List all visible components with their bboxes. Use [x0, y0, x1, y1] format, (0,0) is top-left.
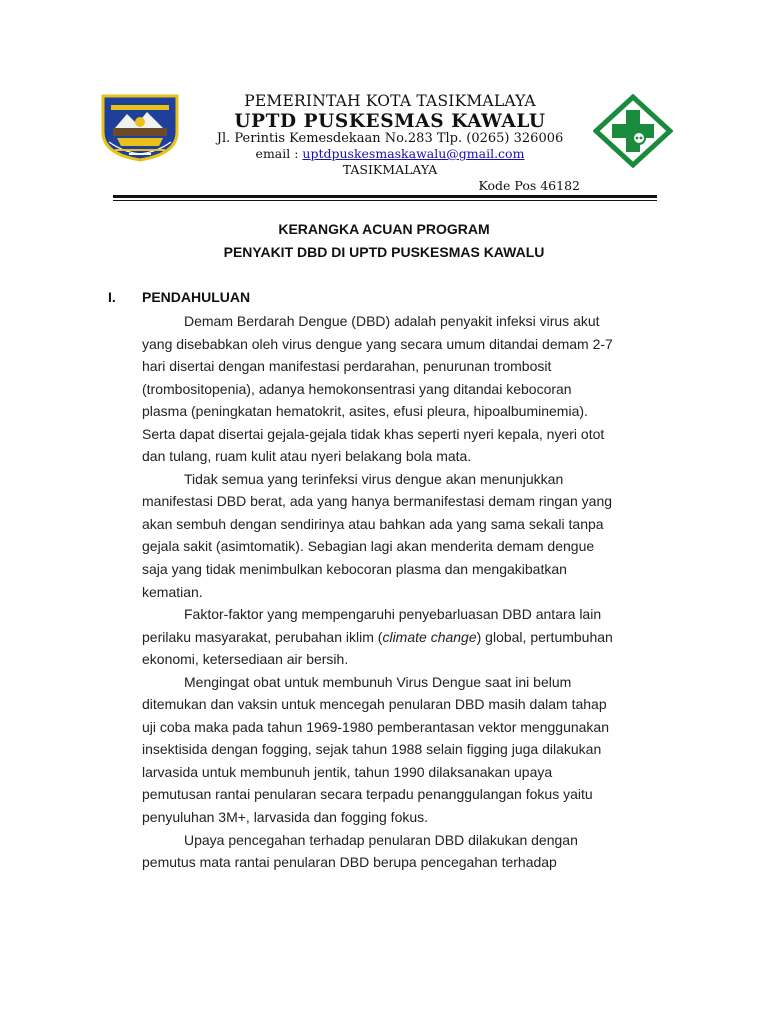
postal-code: Kode Pos 46182: [478, 178, 580, 193]
city-name: TASIKMALAYA: [342, 162, 438, 177]
paragraph-3-text-after: ) global, pertumbuhan ekonomi, ketersediaan air bersih.: [142, 628, 613, 668]
email-link[interactable]: uptdpuskesmaskawalu@gmail.com: [302, 146, 525, 161]
city-emblem-logo: [99, 92, 181, 162]
letterhead: [0, 0, 768, 205]
government-name: PEMERINTAH KOTA TASIKMALAYA: [244, 92, 536, 110]
paragraph-4: Mengingat obat untuk membunuh Virus Dengue saat ini belum ditemukan dan vaksin untuk mencegah penularan DBD masih dalam tahap uji coba maka pada tahun 1969-1980 pemberantasan vektor menggunakan insektisida dengan fogging, sejak tahun 1988 selain figging juga dilakukan larvasida untuk membunuh jentik, tahun 1990 dilaksanakan upaya pemutusan rantai penularan secara terpadu penanggulangan fokus yaitu penyuluhan 3M+, larvasida dan fogging fokus.: [142, 673, 609, 826]
document-title-line1: KERANGKA ACUAN PROGRAM: [278, 221, 490, 237]
institution-address: Jl. Perintis Kemesdekaan No.283 Tlp. (0265) 326006: [216, 131, 564, 146]
header-divider-thin: [113, 200, 657, 201]
paragraph-3-text-before: Faktor-faktor yang mempengaruhi penyebarluasan DBD antara lain perilaku masyarakat, perubahan iklim (: [142, 606, 602, 645]
city-emblem-icon: [99, 92, 181, 162]
section-number: I.: [108, 289, 116, 305]
paragraph-5: Upaya pencegahan terhadap penularan DBD dilakukan dengan pemutus mata rantai penularan DBD berupa pencegahan terhadap: [142, 831, 578, 871]
institution-name: UPTD PUSKESMAS KAWALU: [234, 111, 546, 132]
document-title-line2: PENYAKIT DBD DI UPTD PUSKESMAS KAWALU: [223, 244, 545, 260]
paragraph-1: Demam Berdarah Dengue (DBD) adalah penyakit infeksi virus akut yang disebabkan oleh virus dengue yang secara umum ditandai demam 2-7 hari disertai dengan manifestasi perdarahan, penurunan trombosit (trombositopenia), adanya hemokonsentrasi yang ditandai kebocoran plasma (peningkatan hematokrit, asites, efusi pleura, hipoalbuminemia). Serta dapat disertai gejala-gejala tidak khas seperti nyeri kepala, nyeri otot dan tulang, ruam kulit atau nyeri belakang bola mata.: [142, 313, 613, 465]
email-line: [190, 146, 590, 161]
paragraph-2: Tidak semua yang terinfeksi virus dengue akan menunjukkan manifestasi DBD berat, ada yang hanya bermanifestasi demam ringan yang akan sembuh dengan sendirinya atau bahkan ada yang sama sekali tanpa gejala sakit (asimtomatik). Sebagian lagi akan menderita demam dengue saja yang tidak menimbulkan kebocoran plasma dan mengakibatkan kematian.: [142, 470, 613, 600]
climate-change-term: climate change: [382, 628, 477, 645]
header-divider-thick: [113, 195, 657, 198]
paragraph-3: [142, 603, 620, 671]
body-text: [142, 310, 620, 874]
health-cross-icon: [593, 94, 673, 168]
section-title: PENDAHULUAN: [142, 289, 251, 305]
email-label: email :: [255, 146, 303, 161]
puskesmas-logo: [593, 94, 673, 168]
